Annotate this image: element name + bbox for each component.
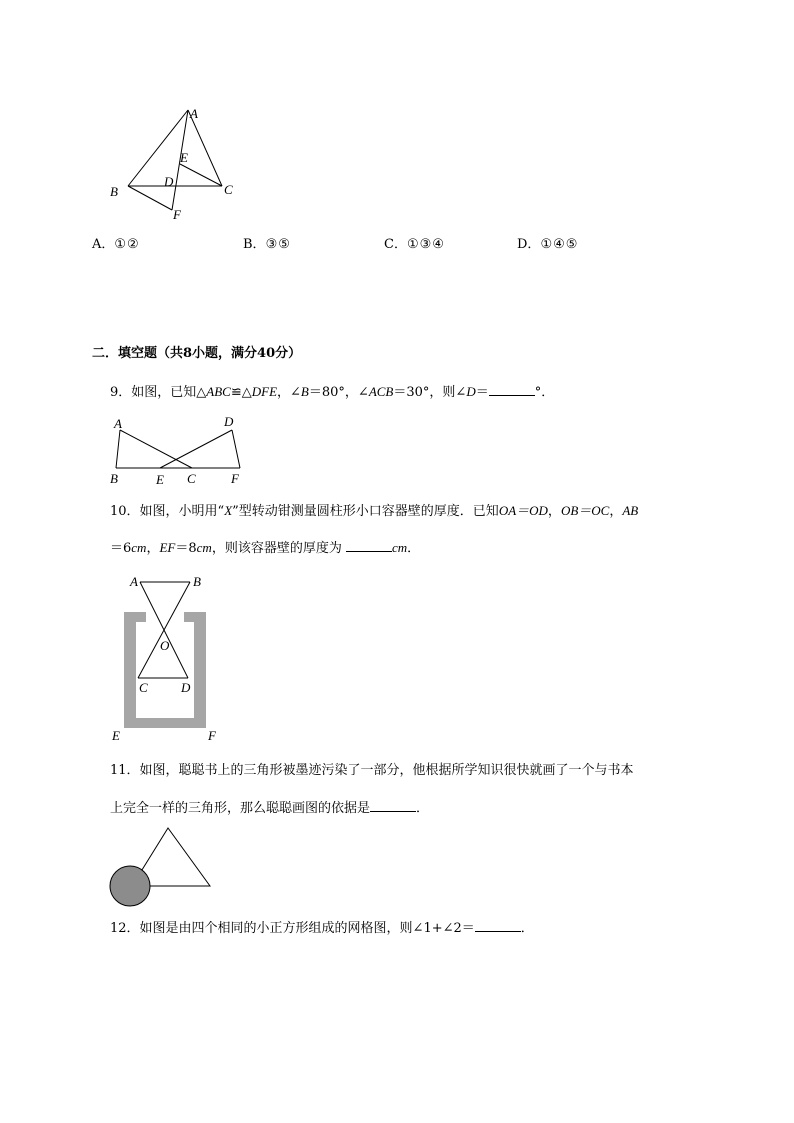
q10-number: 10． [110,504,140,519]
label-e: E [156,472,164,487]
segment-df [232,430,240,468]
q9-eq80: ＝80°，∠ [308,385,369,400]
q11-line1: 如图，聪聪书上的三角形被墨迹污染了一部分，他根据所学知识很快就画了一个与书本 [139,763,634,778]
q9-eq: ＝ [475,385,489,400]
figure-q9 [104,412,254,488]
option-d[interactable] [517,237,578,253]
segment-ab [128,110,188,186]
segment-ac [120,430,192,468]
q12-end: ． [520,921,534,936]
q10-ob-oc: OB＝OC [560,503,610,518]
label-c: C [187,471,196,486]
option-b-value: ③⑤ [265,237,291,252]
label-f: F [208,728,216,743]
question-10-line1 [110,503,638,520]
label-a: A [130,574,138,589]
q10-eq8: ＝8 [175,541,197,556]
q9-d: D [466,384,476,399]
option-a[interactable] [92,237,140,253]
q9-dfe: DFE [251,384,278,399]
option-c-value: ①③④ [406,237,445,252]
figure-triangle-abcdef [100,100,260,225]
question-9 [110,383,554,401]
segment-de [160,430,232,468]
q10-answer-blank[interactable] [346,539,392,552]
q10-sep3: ， [146,541,160,556]
option-d-value: ①④⑤ [540,237,579,252]
label-f: F [231,471,239,486]
option-b-letter: B． [243,237,266,252]
q10-sep1: ， [547,504,561,519]
label-b: B [193,574,201,589]
option-c-letter: C． [384,237,407,252]
label-b: B [110,184,118,199]
segment-bf [128,186,172,210]
segment-ac [188,110,222,186]
ink-blot [110,866,150,906]
q11-answer-blank[interactable] [370,799,416,812]
label-d: D [181,680,191,695]
label-o: O [160,638,170,653]
question-12 [110,919,534,937]
figure-q10 [108,572,220,744]
q10-x: X [224,503,233,518]
label-c: C [224,182,233,197]
label-a: A [190,106,198,121]
option-b[interactable] [243,237,291,253]
q10-cm3: cm [391,540,408,555]
segment-bc [138,582,190,678]
q10-text-a: 如图，小明用“ [139,504,225,519]
q9-sep: ，∠ [277,385,301,400]
label-a: A [114,416,122,431]
label-e: E [112,728,120,743]
q9-acb: ACB [368,384,394,399]
q9-cong: ≌△ [230,385,252,400]
option-d-letter: D． [517,237,541,252]
q10-cm2: cm [196,540,212,555]
label-f: F [173,207,181,222]
q9-number: 9． [110,385,132,400]
figure-q11 [104,822,216,908]
q10-text-d: ，则该容器壁的厚度为 [211,541,342,556]
q9-text: 如图，已知△ [131,385,207,400]
q11-end: ． [416,801,430,816]
q10-eq6: ＝6 [110,541,132,556]
option-c[interactable] [384,237,445,253]
label-d: D [224,414,234,429]
label-b: B [110,471,118,486]
q10-text-b: ”型转动钳测量圆柱形小口容器壁的厚度．已知 [232,504,499,519]
q12-answer-blank[interactable] [475,919,521,932]
section-title: 二．填空题（共8小题，满分40分） [92,346,302,361]
q11-line2: 上完全一样的三角形，那么聪聪画图的依据是 [110,801,371,816]
q12-text: 如图是由四个相同的小正方形组成的网格图，则∠1+∠2＝ [139,921,475,936]
q12-number: 12． [110,921,140,936]
question-11-line2 [110,799,429,817]
q10-ef: EF [159,540,176,555]
q10-sep2: ， [609,504,623,519]
q9-end: °． [534,385,555,400]
q9-answer-blank[interactable] [489,383,535,396]
option-a-value: ①② [114,237,140,252]
q11-number: 11． [110,763,140,778]
segment-ec [180,164,222,186]
q10-end: ． [407,541,421,556]
question-11-line1 [110,763,634,779]
question-10-line2 [110,539,420,557]
label-e: E [180,150,188,165]
q10-cm1: cm [131,540,147,555]
q9-eq30: ＝30°，则∠ [393,385,467,400]
option-a-letter: A． [92,237,115,252]
label-c: C [139,680,148,695]
label-d: D [164,174,174,189]
q9-abc: ABC [206,384,231,399]
q10-ab: AB [622,503,639,518]
container-wall [124,612,206,728]
segment-ab [116,430,120,468]
q10-oa-od: OA＝OD [498,503,548,518]
q9-b: B [300,384,309,399]
